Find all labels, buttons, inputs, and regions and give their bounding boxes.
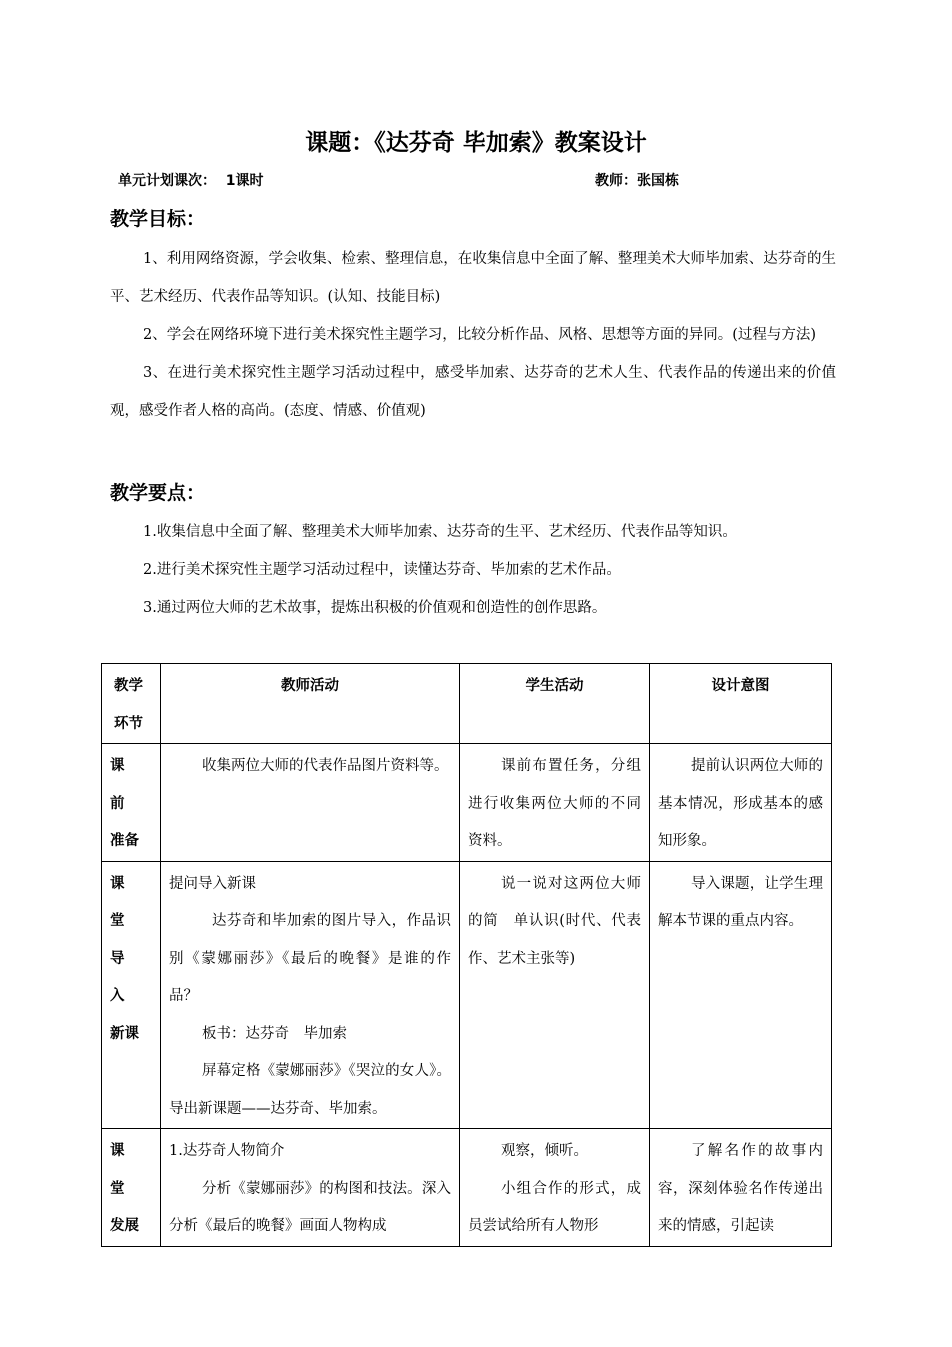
teacher-text: 1.达芬奇人物简介 <box>169 1143 285 1159</box>
section-line: 新课 <box>110 1025 139 1042</box>
objectives-heading: 教学目标： <box>110 208 206 230</box>
teacher-text: 收集两位大师的代表作品图片资料等。 <box>202 758 449 774</box>
student-activity <box>460 861 650 1129</box>
intent-text: 提前认识两位大师的基本情况，形成基本的感知形象。 <box>658 758 823 849</box>
student-text: 观察，倾听。 <box>501 1143 588 1159</box>
teacher-text: 达芬奇和毕加索的图片导入，作品识别《蒙娜丽莎》《最后的晚餐》是谁的作品？ <box>169 913 451 1004</box>
header-section <box>102 664 161 744</box>
intent-text: 了解名作的故事内容，深刻体验名作传递出来的情感，引起读 <box>658 1143 823 1234</box>
key-points-list <box>110 513 836 627</box>
student-text: 课前布置任务，分组进行收集两位大师的不同资料。 <box>468 758 641 849</box>
student-text: 小组合作的形式，成员尝试给所有人物形 <box>468 1180 641 1234</box>
header-section-line: 环节 <box>114 715 143 732</box>
objectives-list <box>110 240 836 430</box>
header-student: 学生活动 <box>460 664 650 744</box>
intent-text: 导入课题，让学生理解本节课的重点内容。 <box>658 875 823 929</box>
teacher-text: 屏幕定格《蒙娜丽莎》《哭泣的女人》。导出新课题——达芬奇、毕加索。 <box>169 1063 451 1117</box>
unit-lessons: 单元计划课次： 1课时 <box>118 173 264 189</box>
section-line: 课堂 <box>110 1143 135 1197</box>
teacher-activity <box>161 744 460 862</box>
table-row <box>102 744 832 862</box>
table-header-row <box>102 664 832 744</box>
key-points-heading: 教学要点： <box>110 482 206 504</box>
section-cell <box>102 744 161 862</box>
teacher-text: 分析《蒙娜丽莎》的构图和技法。深入分析《最后的晚餐》画面人物构成 <box>169 1180 451 1234</box>
section-line: 导入 <box>110 950 135 1004</box>
design-intent <box>650 744 832 862</box>
teacher-text: 提问导入新课 <box>169 875 256 892</box>
student-activity <box>460 744 650 862</box>
section-line: 发展 <box>110 1218 139 1234</box>
lesson-plan-table <box>101 663 832 1247</box>
objective-item: 3、在进行美术探究性主题学习活动过程中，感受毕加索、达芬奇的艺术人生、代表作品的传递出来的价值观，感受作者人格的高尚。(态度、情感、价值观) <box>110 365 836 419</box>
table-row <box>102 861 832 1129</box>
teacher-activity <box>161 1129 460 1247</box>
header-section-line: 教学 <box>114 678 143 694</box>
objective-item: 2、学会在网络环境下进行美术探究性主题学习，比较分析作品、风格、思想等方面的异同。(过程与方法) <box>143 327 817 343</box>
teacher-name: 教师：张国栋 <box>595 173 679 189</box>
section-cell <box>102 1129 161 1247</box>
objective-item: 1、利用网络资源，学会收集、检索、整理信息，在收集信息中全面了解、整理美术大师毕加索、达芬奇的生平、艺术经历、代表作品等知识。(认知、技能目标) <box>110 251 836 305</box>
header-intent: 设计意图 <box>650 664 832 744</box>
section-line: 课前 <box>110 758 135 812</box>
key-point-item: 1.收集信息中全面了解、整理美术大师毕加索、达芬奇的生平、艺术经历、代表作品等知识。 <box>143 524 737 540</box>
section-line: 准备 <box>110 833 139 849</box>
student-text: 说一说对这两位大师的简 单认识(时代、代表作、艺术主张等) <box>468 875 641 967</box>
student-activity <box>460 1129 650 1247</box>
header-teacher: 教师活动 <box>161 664 460 744</box>
page-title: 课题：《达芬奇 毕加索》教案设计 <box>305 130 647 156</box>
key-point-item: 2.进行美术探究性主题学习活动过程中，读懂达芬奇、毕加索的艺术作品。 <box>143 562 621 578</box>
teacher-activity <box>161 861 460 1129</box>
design-intent <box>650 1129 832 1247</box>
key-point-item: 3.通过两位大师的艺术故事，提炼出积极的价值观和创造性的创作思路。 <box>143 600 607 616</box>
section-cell <box>102 861 161 1129</box>
design-intent <box>650 861 832 1129</box>
section-line: 课堂 <box>110 875 135 929</box>
teacher-text: 板书：达芬奇 毕加索 <box>202 1025 347 1042</box>
table-row <box>102 1129 832 1247</box>
